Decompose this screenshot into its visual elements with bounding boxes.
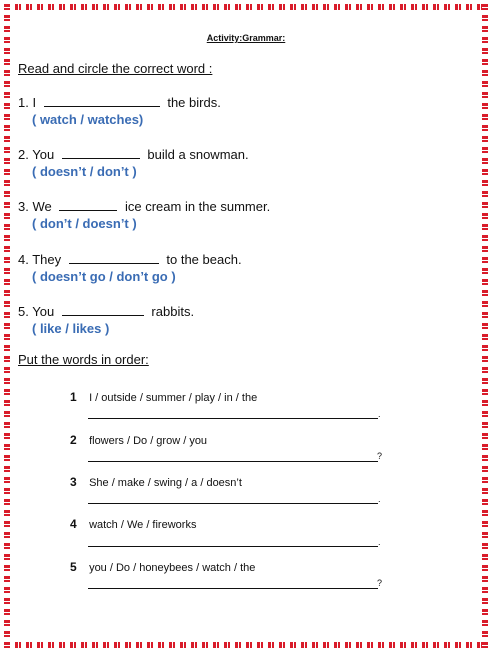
question-number: 5. [18, 304, 29, 319]
decorative-border-left [4, 4, 10, 648]
question-4 [18, 252, 242, 267]
fill-blank[interactable] [69, 252, 159, 264]
question-subject: I [32, 95, 37, 110]
question-3 [18, 199, 270, 214]
decorative-border-right [482, 4, 488, 648]
section-heading-circle: Read and circle the correct word : [18, 61, 213, 76]
end-punctuation: . [378, 409, 381, 419]
question-number: 1. [18, 95, 29, 110]
scrambled-words: flowers / Do / grow / you [89, 435, 208, 447]
order-item-5 [70, 560, 255, 574]
item-number: 2 [70, 433, 77, 447]
question-4-options[interactable]: ( doesn’t go / don’t go ) [32, 269, 176, 284]
order-item-4 [70, 517, 196, 531]
question-subject: They [32, 252, 62, 267]
item-number: 3 [70, 475, 77, 489]
question-5-options[interactable]: ( like / likes ) [32, 321, 110, 336]
question-2-options[interactable]: ( doesn’t / don’t ) [32, 164, 137, 179]
question-2 [18, 147, 249, 162]
question-3-options[interactable]: ( don’t / doesn’t ) [32, 216, 137, 231]
question-rest: to the beach. [166, 252, 242, 267]
scrambled-words: I / outside / summer / play / in / the [89, 392, 258, 404]
decorative-border-top [4, 4, 488, 10]
order-item-3 [70, 475, 242, 489]
question-1 [18, 95, 221, 110]
fill-blank[interactable] [59, 199, 117, 211]
question-rest: build a snowman. [147, 147, 249, 162]
end-punctuation: . [378, 494, 381, 504]
question-number: 4. [18, 252, 29, 267]
answer-line[interactable] [88, 588, 378, 589]
fill-blank[interactable] [62, 147, 140, 159]
end-punctuation: ? [377, 578, 383, 588]
order-item-2 [70, 433, 207, 447]
page-title: Activity:Grammar: [206, 33, 286, 43]
question-5 [18, 304, 194, 319]
end-punctuation: ? [377, 451, 383, 461]
question-subject: You [32, 304, 55, 319]
item-number: 4 [70, 517, 77, 531]
decorative-border-bottom [4, 642, 488, 648]
answer-line[interactable] [88, 418, 378, 419]
answer-line[interactable] [88, 546, 378, 547]
scrambled-words: watch / We / fireworks [89, 519, 197, 531]
fill-blank[interactable] [44, 95, 160, 107]
answer-line[interactable] [88, 503, 378, 504]
question-number: 3. [18, 199, 29, 214]
end-punctuation: . [378, 537, 381, 547]
answer-line[interactable] [88, 461, 378, 462]
item-number: 5 [70, 560, 77, 574]
question-rest: ice cream in the summer. [124, 199, 271, 214]
question-1-options[interactable]: ( watch / watches) [32, 112, 144, 127]
order-item-1 [70, 390, 257, 404]
item-number: 1 [70, 390, 77, 404]
question-subject: We [32, 199, 52, 214]
question-rest: rabbits. [151, 304, 195, 319]
scrambled-words: She / make / swing / a / doesn’t [89, 477, 242, 489]
question-rest: the birds. [167, 95, 221, 110]
question-subject: You [32, 147, 55, 162]
section-heading-order: Put the words in order: [18, 352, 149, 367]
scrambled-words: you / Do / honeybees / watch / the [89, 562, 256, 574]
question-number: 2. [18, 147, 29, 162]
fill-blank[interactable] [62, 304, 144, 316]
